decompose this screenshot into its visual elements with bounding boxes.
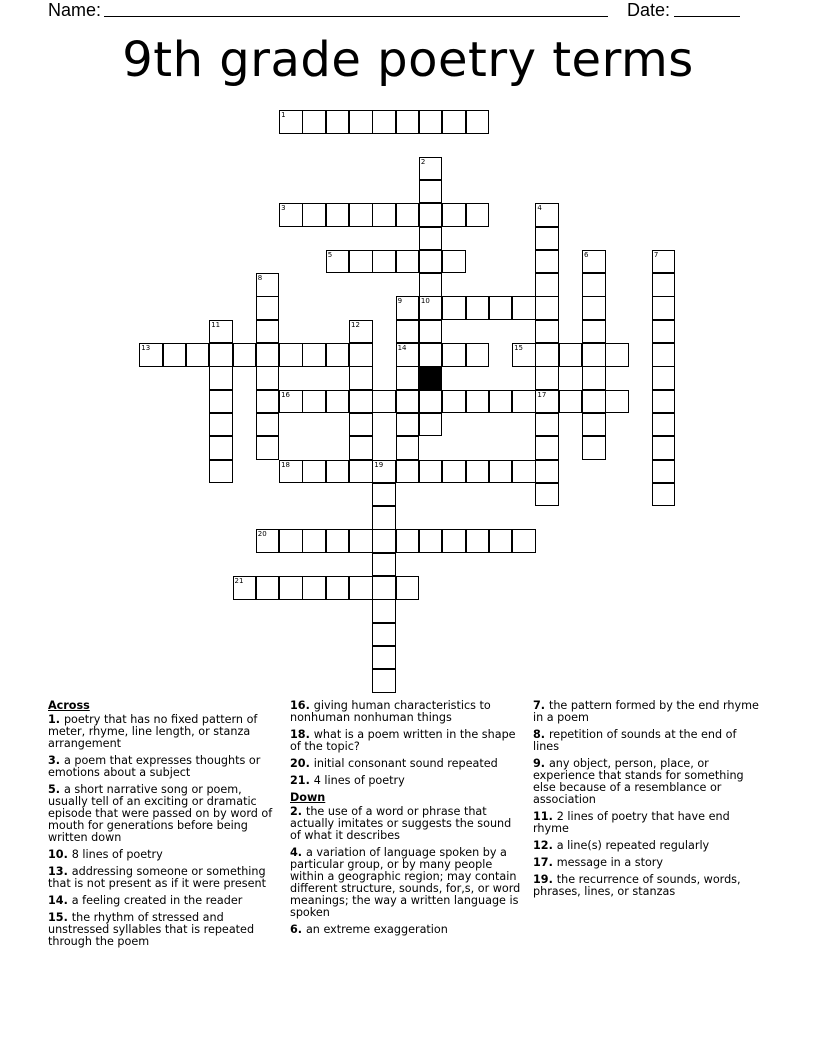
- grid-cell[interactable]: [652, 460, 676, 484]
- clue-number: 18: [281, 460, 291, 469]
- grid-cell[interactable]: [419, 460, 443, 484]
- grid-cell[interactable]: [535, 460, 559, 484]
- grid-cell[interactable]: [466, 390, 490, 414]
- clue-number: 7: [653, 250, 659, 259]
- grid-cell[interactable]: [349, 320, 373, 344]
- grid-cell[interactable]: [512, 529, 536, 553]
- grid-cell[interactable]: [652, 413, 676, 437]
- down-clue-4: 4. a variation of language spoken by a particular group, or by many people within a geographic region; may contain different structure, sounds, for,s, or word meanings; the way a written language is spoken: [290, 846, 521, 919]
- grid-cell[interactable]: [209, 413, 233, 437]
- down-clue-17: 17. message in a story: [533, 856, 664, 869]
- grid-cell[interactable]: [372, 646, 396, 670]
- clue-number: 12: [351, 320, 360, 329]
- grid-cell[interactable]: [372, 506, 396, 530]
- grid-cell[interactable]: [466, 110, 490, 134]
- grid-cell[interactable]: [442, 460, 466, 484]
- across-clue-1: 1. poetry that has no fixed pattern of meter, rhyme, line length, or stanza arrangement: [48, 713, 258, 750]
- grid-cell[interactable]: [256, 413, 280, 437]
- grid-cell[interactable]: [209, 390, 233, 414]
- grid-cell[interactable]: [466, 460, 490, 484]
- grid-cell[interactable]: [209, 366, 233, 390]
- grid-cell[interactable]: [302, 390, 326, 414]
- grid-cell[interactable]: [419, 180, 443, 204]
- grid-cell[interactable]: [279, 390, 303, 414]
- grid-cell[interactable]: [652, 343, 676, 367]
- grid-cell[interactable]: [419, 273, 443, 297]
- across-clue-18: 18. what is a poem written in the shape of the topic?: [290, 728, 516, 753]
- grid-cell[interactable]: [582, 413, 606, 437]
- down-clue-7: 7. the pattern formed by the end rhyme in a poem: [533, 699, 759, 724]
- grid-cell[interactable]: [396, 366, 420, 390]
- clue-number: 20: [257, 530, 267, 539]
- grid-cell[interactable]: [535, 390, 559, 414]
- grid-cell[interactable]: [535, 296, 559, 320]
- grid-cell[interactable]: [396, 320, 420, 344]
- grid-cell[interactable]: [466, 203, 490, 227]
- clue-number: 17: [537, 390, 547, 399]
- across-clue-21: 21. 4 lines of poetry: [290, 774, 405, 787]
- grid-cell[interactable]: [349, 250, 373, 274]
- grid-cell[interactable]: [652, 390, 676, 414]
- across-clue-14: 14. a feeling created in the reader: [48, 894, 243, 907]
- grid-cell[interactable]: [349, 390, 373, 414]
- grid-cell[interactable]: [279, 110, 303, 134]
- grid-cell[interactable]: [302, 110, 326, 134]
- grid-cell[interactable]: [652, 483, 676, 507]
- grid-cell[interactable]: [419, 320, 443, 344]
- grid-cell[interactable]: [396, 529, 420, 553]
- down-clue-8: 8. repetition of sounds at the end of lines: [533, 728, 737, 753]
- clue-number: 14: [397, 344, 407, 352]
- grid-cell[interactable]: [372, 110, 396, 134]
- grid-cell[interactable]: [302, 576, 326, 600]
- grid-cell[interactable]: [396, 436, 420, 460]
- grid-cell[interactable]: [582, 436, 606, 460]
- grid-cell[interactable]: [256, 436, 280, 460]
- grid-cell[interactable]: [256, 529, 280, 553]
- down-clue-9: 9. any object, person, place, or experience that stands for something else because of a resemblance or association: [533, 757, 744, 806]
- grid-cell[interactable]: [372, 553, 396, 577]
- across-heading: Across: [48, 699, 90, 712]
- grid-cell[interactable]: [605, 390, 629, 414]
- grid-cell[interactable]: [326, 110, 350, 134]
- grid-cell[interactable]: [419, 390, 443, 414]
- grid-cell[interactable]: [396, 343, 420, 367]
- grid-cell[interactable]: [582, 296, 606, 320]
- clue-number: 1: [281, 111, 286, 119]
- grid-cell[interactable]: [512, 390, 536, 414]
- grid-cell[interactable]: [396, 413, 420, 437]
- grid-cell[interactable]: [535, 343, 559, 367]
- grid-cell[interactable]: [186, 343, 210, 367]
- grid-cell[interactable]: [302, 529, 326, 553]
- grid-cell[interactable]: [419, 343, 443, 367]
- grid-cell[interactable]: [442, 343, 466, 367]
- clue-number: 16: [281, 390, 291, 399]
- grid-cell[interactable]: [396, 296, 420, 320]
- grid-cell[interactable]: [582, 343, 606, 367]
- clue-number: 13: [141, 344, 151, 352]
- grid-cell[interactable]: [209, 436, 233, 460]
- grid-cell[interactable]: [279, 460, 303, 484]
- grid-cell[interactable]: [256, 320, 280, 344]
- grid-cell[interactable]: [466, 296, 490, 320]
- clue-number: 19: [374, 460, 384, 469]
- grid-cell[interactable]: [372, 250, 396, 274]
- grid-cell[interactable]: [535, 227, 559, 251]
- grid-cell[interactable]: [396, 576, 420, 600]
- grid-cell[interactable]: [442, 203, 466, 227]
- grid-cell[interactable]: [349, 460, 373, 484]
- date-label: Date:: [627, 0, 671, 20]
- grid-cell[interactable]: [652, 320, 676, 344]
- grid-cell[interactable]: [466, 343, 490, 367]
- grid-cell[interactable]: [396, 203, 420, 227]
- grid-cell[interactable]: [349, 576, 373, 600]
- grid-cell[interactable]: [256, 366, 280, 390]
- grid-cell[interactable]: [419, 227, 443, 251]
- down-clue-11: 11. 2 lines of poetry that have end rhyme: [533, 810, 730, 835]
- grid-cell[interactable]: [582, 273, 606, 297]
- grid-cell[interactable]: [419, 110, 443, 134]
- down-clue-6: 6. an extreme exaggeration: [290, 923, 448, 936]
- grid-cell[interactable]: [279, 576, 303, 600]
- grid-cell[interactable]: [466, 529, 490, 553]
- grid-cell[interactable]: [419, 250, 443, 274]
- grid-cell[interactable]: [326, 390, 350, 414]
- page-title: 9th grade poetry terms: [122, 32, 694, 88]
- grid-cell[interactable]: [419, 296, 443, 320]
- grid-cell[interactable]: [489, 390, 513, 414]
- grid-cell[interactable]: [396, 390, 420, 414]
- name-label: Name:: [48, 0, 102, 20]
- across-clue-3: 3. a poem that expresses thoughts or emotions about a subject: [48, 754, 261, 779]
- down-clue-12: 12. a line(s) repeated regularly: [533, 839, 710, 852]
- clue-number: 6: [584, 250, 589, 259]
- grid-cell[interactable]: [489, 460, 513, 484]
- grid-cell[interactable]: [582, 366, 606, 390]
- grid-cell[interactable]: [652, 436, 676, 460]
- grid-cell[interactable]: [582, 250, 606, 274]
- grid-cell[interactable]: [372, 669, 396, 693]
- grid-cell[interactable]: [372, 599, 396, 623]
- grid-cell[interactable]: [559, 390, 583, 414]
- grid-cell[interactable]: [302, 460, 326, 484]
- across-clue-15: 15. the rhythm of stressed and unstressed syllables that is repeated through the poem: [48, 911, 255, 948]
- grid-cell[interactable]: [419, 157, 443, 181]
- grid-cell[interactable]: [489, 529, 513, 553]
- grid-cell[interactable]: [535, 413, 559, 437]
- across-clue-16: 16. giving human characteristics to nonhuman nonhuman things: [290, 699, 491, 724]
- grid-cell[interactable]: [419, 413, 443, 437]
- clue-column-3: [533, 700, 765, 903]
- grid-cell[interactable]: [233, 576, 257, 600]
- grid-cell[interactable]: [209, 343, 233, 367]
- grid-cell[interactable]: [582, 320, 606, 344]
- grid-cell[interactable]: [302, 203, 326, 227]
- clue-column-2: [290, 700, 522, 941]
- grid-cell[interactable]: [419, 203, 443, 227]
- across-clue-5: 5. a short narrative song or poem, usually tell of an exciting or dramatic episode that were passed on by word of mouth for generations before being written down: [48, 783, 273, 844]
- across-clue-13: 13. addressing someone or something that is not present as if it were present: [48, 865, 266, 890]
- grid-cell[interactable]: [372, 390, 396, 414]
- grid-cell[interactable]: [512, 343, 536, 367]
- grid-cell[interactable]: [535, 366, 559, 390]
- grid-cell[interactable]: [372, 529, 396, 553]
- grid-cell[interactable]: [349, 366, 373, 390]
- grid-cell[interactable]: [163, 343, 187, 367]
- grid-cell[interactable]: [349, 343, 373, 367]
- grid-cell[interactable]: [349, 203, 373, 227]
- grid-cell[interactable]: [256, 576, 280, 600]
- grid-cell[interactable]: [326, 576, 350, 600]
- across-clue-10: 10. 8 lines of poetry: [48, 848, 163, 861]
- clue-number: 8: [257, 274, 263, 283]
- grid-cell[interactable]: [559, 343, 583, 367]
- grid-cell[interactable]: [396, 460, 420, 484]
- clue-number: 10: [420, 297, 430, 306]
- grid-cell[interactable]: [372, 460, 396, 484]
- clue-column-1: [48, 700, 280, 953]
- grid-cell[interactable]: [512, 460, 536, 484]
- grid-cell[interactable]: [233, 343, 257, 367]
- grid-cell[interactable]: [326, 203, 350, 227]
- grid-cell[interactable]: [349, 413, 373, 437]
- grid-cell[interactable]: [605, 343, 629, 367]
- grid-cell[interactable]: [256, 296, 280, 320]
- grid-cell[interactable]: [349, 529, 373, 553]
- grid-cell[interactable]: [256, 343, 280, 367]
- grid-cell[interactable]: [396, 250, 420, 274]
- clue-number: 4: [537, 204, 542, 213]
- grid-cell[interactable]: [256, 390, 280, 414]
- grid-cell[interactable]: [209, 320, 233, 344]
- grid-cell[interactable]: [442, 296, 466, 320]
- grid-cell[interactable]: [535, 436, 559, 460]
- grid-cell[interactable]: [442, 110, 466, 134]
- grid-cell[interactable]: [372, 623, 396, 647]
- grid-cell[interactable]: [326, 460, 350, 484]
- across-clue-20: 20. initial consonant sound repeated: [290, 757, 498, 770]
- grid-cell[interactable]: [442, 250, 466, 274]
- grid-cell[interactable]: [349, 436, 373, 460]
- grid-cell[interactable]: [302, 343, 326, 367]
- grid-cell[interactable]: [139, 343, 163, 367]
- grid-cell[interactable]: [326, 529, 350, 553]
- grid-cell[interactable]: [652, 250, 676, 274]
- grid-cell[interactable]: [535, 320, 559, 344]
- clue-number: 11: [211, 320, 221, 329]
- grid-cell[interactable]: [652, 296, 676, 320]
- grid-cell[interactable]: [652, 273, 676, 297]
- grid-cell[interactable]: [372, 483, 396, 507]
- down-heading: Down: [290, 791, 326, 804]
- grid-cell[interactable]: [442, 529, 466, 553]
- grid-cell[interactable]: [372, 576, 396, 600]
- grid-cell[interactable]: [256, 273, 280, 297]
- grid-cell[interactable]: [535, 203, 559, 227]
- grid-cell[interactable]: [326, 250, 350, 274]
- grid-cell[interactable]: [535, 250, 559, 274]
- clue-number: 2: [420, 157, 426, 166]
- grid-cell[interactable]: [535, 273, 559, 297]
- grid-cell[interactable]: [512, 296, 536, 320]
- grid-cell[interactable]: [419, 529, 443, 553]
- clue-number: 5: [327, 250, 333, 259]
- grid-cell[interactable]: [326, 343, 350, 367]
- clue-number: 15: [514, 344, 524, 352]
- grid-black-cell: [419, 366, 443, 390]
- grid-cell[interactable]: [582, 390, 606, 414]
- down-clue-19: 19. the recurrence of sounds, words, phrases, lines, or stanzas: [533, 873, 741, 898]
- grid-cell[interactable]: [279, 343, 303, 367]
- grid-cell[interactable]: [349, 110, 373, 134]
- down-clue-2: 2. the use of a word or phrase that actually imitates or suggests the sound of what it describes: [290, 805, 512, 842]
- grid-cell[interactable]: [535, 483, 559, 507]
- grid-cell[interactable]: [372, 203, 396, 227]
- grid-cell[interactable]: [442, 390, 466, 414]
- grid-cell[interactable]: [209, 460, 233, 484]
- grid-cell[interactable]: [279, 203, 303, 227]
- clue-number: 3: [281, 204, 286, 213]
- grid-cell[interactable]: [396, 110, 420, 134]
- clue-number: 9: [397, 297, 403, 306]
- clue-number: 21: [234, 577, 244, 585]
- grid-cell[interactable]: [489, 296, 513, 320]
- grid-cell[interactable]: [279, 529, 303, 553]
- grid-cell[interactable]: [652, 366, 676, 390]
